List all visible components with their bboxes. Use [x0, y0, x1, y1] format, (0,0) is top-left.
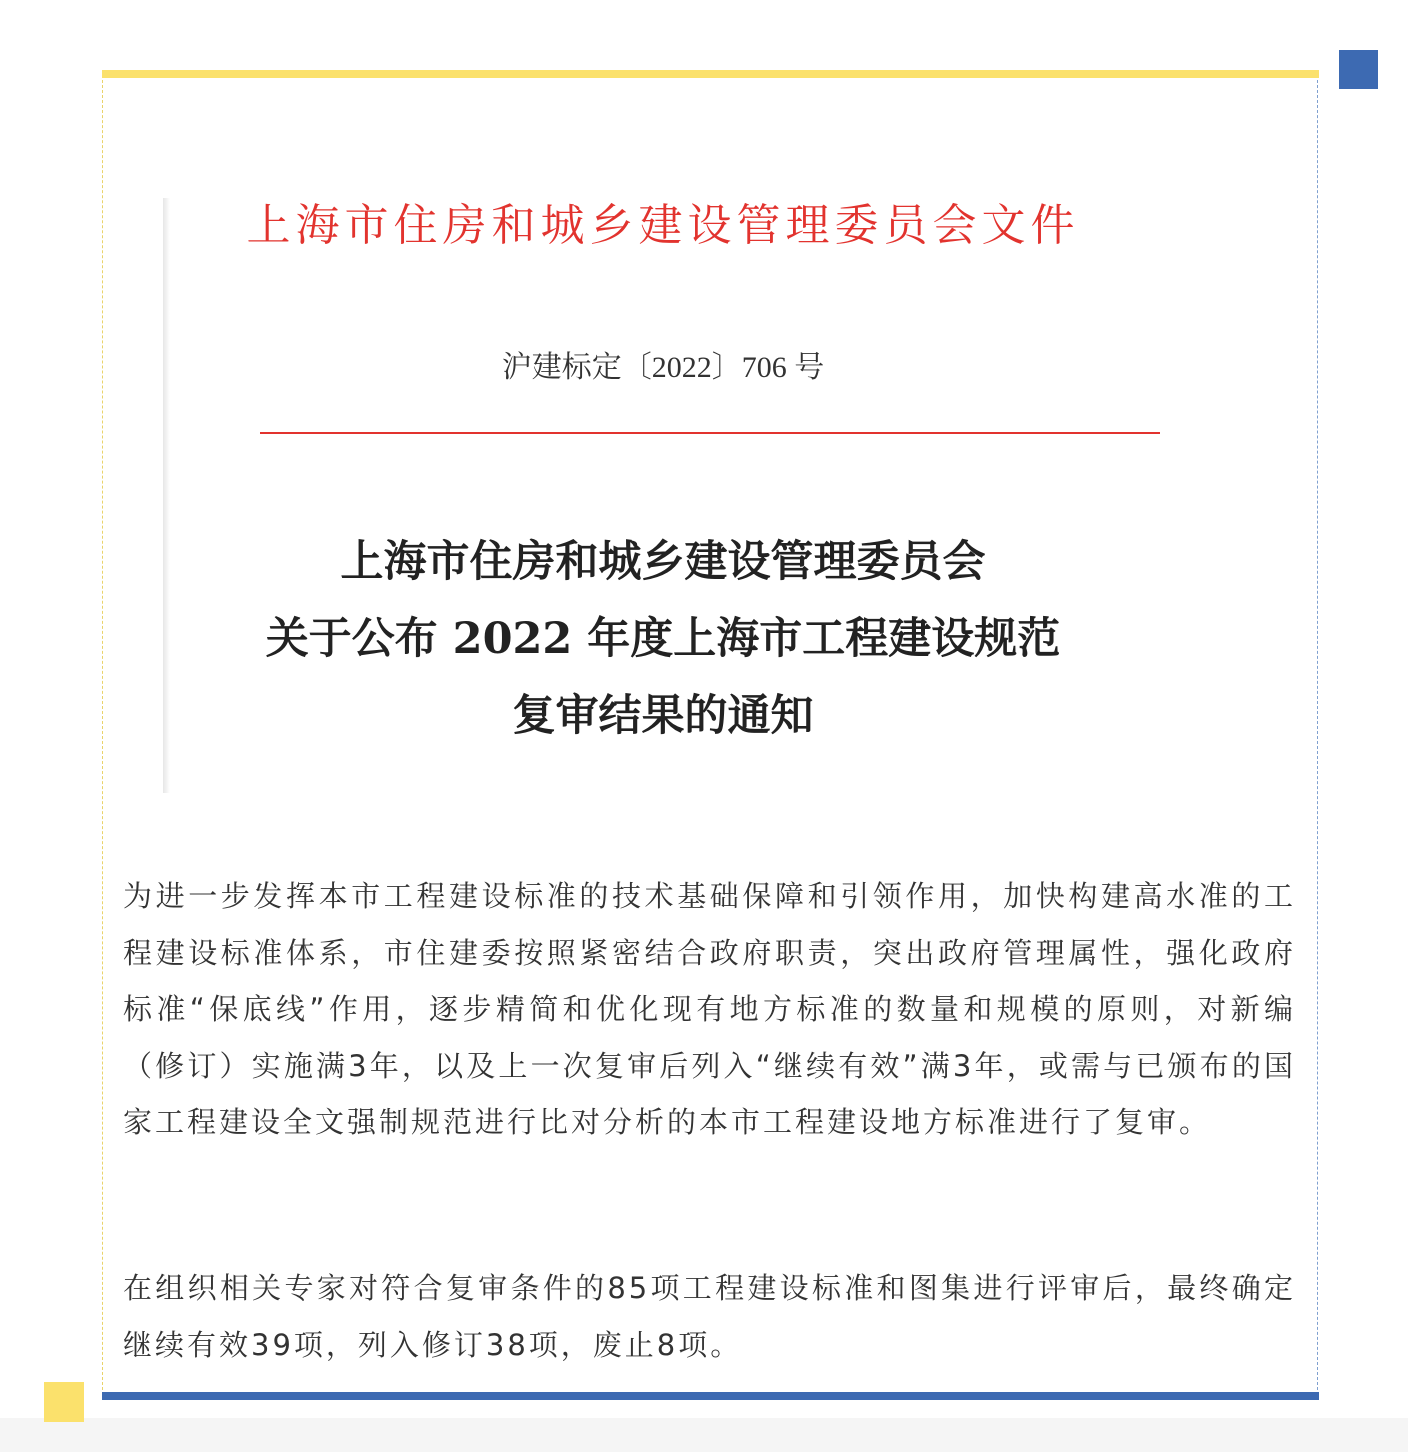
red-divider-line: [260, 432, 1160, 434]
official-document-image: [163, 198, 1163, 793]
document-title-line-2: 关于公布 2022 年度上海市工程建设规范: [265, 614, 1061, 664]
frame-top-bar: [102, 70, 1319, 78]
page-bottom-fade: [0, 1418, 1408, 1452]
document-number: 沪建标定〔2022〕706 号: [501, 351, 825, 384]
frame-bottom-bar: [102, 1392, 1319, 1400]
body-paragraph-2: 在组织相关专家对符合复审条件的85项工程建设标准和图集进行评审后，最终确定继续有效39项，列入修订38项，废止8项。: [123, 1271, 1296, 1362]
document-title-line-3: 复审结果的通知: [512, 691, 814, 741]
decorative-blue-square: [1339, 50, 1378, 89]
document-issuer-header: 上海市住房和城乡建设管理委员会文件: [246, 200, 1080, 251]
document-title-line-1: 上海市住房和城乡建设管理委员会: [340, 537, 986, 587]
decorative-yellow-square: [44, 1382, 84, 1422]
body-paragraph-1: 为进一步发挥本市工程建设标准的技术基础保障和引领作用，加快构建高水准的工程建设标准体系，市住建委按照紧密结合政府职责，突出政府管理属性，强化政府标准“保底线”作用，逐步精简和优化现有地方标准的数量和规模的原则，对新编（修订）实施满3年，以及上一次复审后列入“继续有效”满3年，或需与已颁布的国家工程建设全文强制规范进行比对分析的本市工程建设地方标准进行了复审。: [123, 879, 1296, 1139]
